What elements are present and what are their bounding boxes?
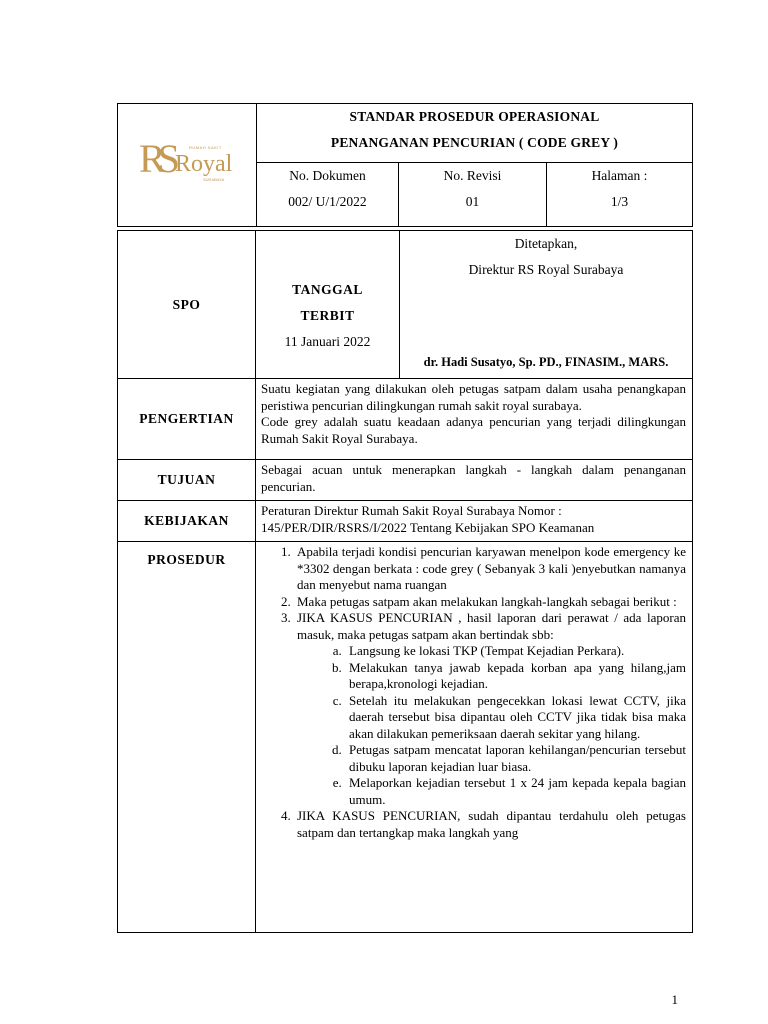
pengertian-paragraph-2: Code grey adalah suatu keadaan adanya pencurian yang terjadi dilingkungan Rumah Sakit Royal Surabaya.	[261, 414, 686, 446]
logo-cell	[118, 104, 257, 227]
procedure-table	[117, 230, 693, 933]
pengertian-content	[256, 379, 693, 460]
prosedur-content	[256, 542, 693, 933]
document-title-cell	[257, 104, 693, 163]
signatory-name: dr. Hadi Susatyo, Sp. PD., FINASIM., MARS.	[423, 355, 669, 369]
page-label: Halaman :	[591, 167, 648, 183]
revision-label: No. Revisi	[443, 167, 502, 183]
prosedur-label: PROSEDUR	[118, 542, 256, 933]
revision-cell	[399, 162, 547, 226]
logo-small-bottom: SURABAYA	[203, 176, 225, 182]
document-title: STANDAR PROSEDUR OPERASIONAL	[349, 109, 600, 124]
director-title: Direktur RS Royal Surabaya	[468, 262, 624, 277]
procedure-substep: b. Melakukan tanya jawab kepada korban apa yang hilang,jam berapa,kronologi kejadian.	[345, 660, 686, 693]
issue-date-label-1: TANGGAL	[292, 282, 363, 297]
logo-wordmark: Royal	[175, 150, 233, 177]
logo-monogram: RS	[139, 135, 172, 181]
pengertian-paragraph-1: Suatu kegiatan yang dilakukan oleh petugas satpam dalam usaha penangkapan peristiwa pencurian dilingkungan rumah sakit royal surabaya.	[261, 381, 686, 413]
doc-number-value: 002/ U/1/2022	[288, 193, 367, 209]
issue-date-value: 11 Januari 2022	[284, 334, 371, 349]
document-subtitle: PENANGANAN PENCURIAN ( CODE GREY )	[330, 135, 619, 150]
procedure-substep: c. Setelah itu melakukan pengecekkan lokasi lewat CCTV, jika daerah tersebut bisa dipantau oleh CCTV jika tidak bisa maka akan dilakukan pemeriksaan daerah sekitar yang hilang.	[345, 693, 686, 743]
doc-number-label: No. Dokumen	[289, 167, 366, 183]
doc-number-cell	[257, 162, 399, 226]
approval-cell	[400, 231, 693, 379]
tujuan-content: Sebagai acuan untuk menerapkan langkah - langkah dalam penanganan pencurian.	[256, 460, 693, 501]
issue-date-label-2: TERBIT	[300, 308, 355, 323]
page-value: 1/3	[610, 193, 629, 209]
procedure-step-text: JIKA KASUS PENCURIAN , hasil laporan dari perawat / ada laporan masuk, maka petugas satpam akan bertindak sbb:	[297, 610, 686, 642]
document-header-table	[117, 103, 693, 227]
procedure-step: 2. Maka petugas satpam akan melakukan langkah-langkah sebagai berikut :	[294, 594, 686, 611]
procedure-steps	[256, 544, 692, 841]
procedure-substep: d. Petugas satpam mencatat laporan kehilangan/pencurian tersebut dibuku laporan kejadian luar biasa.	[345, 742, 686, 775]
tujuan-label: TUJUAN	[118, 460, 256, 501]
kebijakan-content: Peraturan Direktur Rumah Sakit Royal Surabaya Nomor : 145/PER/DIR/RSRS/I/2022 Tentang Kebijakan SPO Keamanan	[256, 501, 693, 542]
pengertian-label: PENGERTIAN	[118, 379, 256, 460]
hospital-logo	[139, 133, 235, 193]
page-cell	[547, 162, 693, 226]
procedure-step	[294, 610, 686, 808]
logo-small-top: RUMAH SAKIT	[189, 144, 222, 150]
spo-label: SPO	[118, 231, 256, 379]
revision-value: 01	[465, 193, 480, 209]
procedure-substeps	[297, 643, 686, 808]
kebijakan-label: KEBIJAKAN	[118, 501, 256, 542]
issue-date-cell	[256, 231, 400, 379]
procedure-substep: a. Langsung ke lokasi TKP (Tempat Kejadian Perkara).	[345, 643, 686, 660]
approval-text: Ditetapkan,	[514, 236, 578, 251]
procedure-step: 1. Apabila terjadi kondisi pencurian karyawan menelpon kode emergency ke *3302 dengan berkata : code grey ( Sebanyak 3 kali )enyebutkan namanya dan menyebut nama ruangan	[294, 544, 686, 594]
procedure-substep: e. Melaporkan kejadian tersebut 1 x 24 jam kepada kepala bagian umum.	[345, 775, 686, 808]
page-number: 1	[671, 992, 678, 1007]
procedure-step: 4. JIKA KASUS PENCURIAN, sudah dipantau terdahulu oleh petugas satpam dan tertangkap maka langkah yang	[294, 808, 686, 841]
